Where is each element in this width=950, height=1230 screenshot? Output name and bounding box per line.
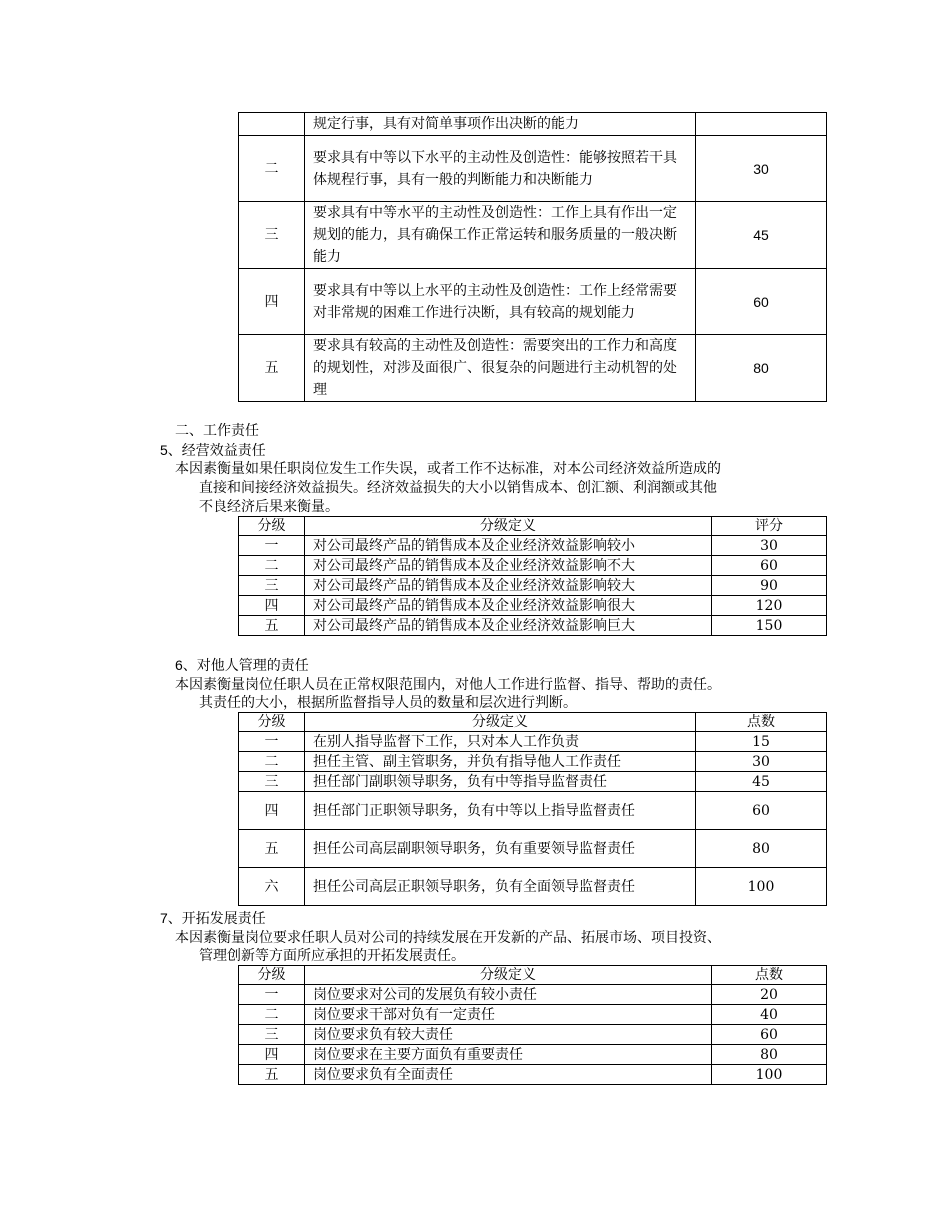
definition-cell: 规定行事，具有对简单事项作出决断的能力 — [305, 113, 696, 136]
table-row — [239, 732, 827, 752]
table-row — [239, 556, 827, 576]
section-heading: 二、工作责任 — [175, 423, 259, 439]
definition-cell: 对公司最终产品的销售成本及企业经济效益影响巨大 — [305, 616, 712, 636]
score-cell: 100 — [696, 868, 827, 906]
table-row — [239, 335, 827, 402]
definition-cell: 岗位要求在主要方面负有重要责任 — [305, 1045, 712, 1065]
grade-cell: 四 — [239, 269, 305, 335]
definition-cell: 对公司最终产品的销售成本及企业经济效益影响不大 — [305, 556, 712, 576]
item6-description-line: 本因素衡量岗位任职人员在正常权限范围内，对他人工作进行监督、指导、帮助的责任。 — [175, 677, 721, 693]
grade-cell: 四 — [239, 1045, 305, 1065]
score-cell: 60 — [712, 1025, 827, 1045]
score-cell: 60 — [696, 269, 827, 335]
table-row — [239, 985, 827, 1005]
grade-cell: 二 — [239, 1005, 305, 1025]
column-header: 评分 — [712, 517, 827, 536]
definition-cell: 担任主管、副主管职务，并负有指导他人工作责任 — [305, 752, 696, 772]
table-row — [239, 136, 827, 202]
grade-cell: 三 — [239, 1025, 305, 1045]
grade-cell: 二 — [239, 556, 305, 576]
item5-description-line: 直接和间接经济效益损失。经济效益损失的大小以销售成本、创汇额、利润额或其他 — [199, 480, 717, 496]
score-cell: 60 — [696, 792, 827, 830]
grade-cell: 一 — [239, 985, 305, 1005]
score-cell: 80 — [696, 335, 827, 402]
score-cell: 80 — [696, 830, 827, 868]
column-header: 点数 — [696, 713, 827, 732]
table-row — [239, 830, 827, 868]
score-cell: 45 — [696, 772, 827, 792]
grade-cell: 四 — [239, 792, 305, 830]
item-number: 7 — [160, 910, 168, 926]
column-header: 点数 — [712, 966, 827, 985]
grade-cell: 三 — [239, 202, 305, 269]
grade-cell: 六 — [239, 868, 305, 906]
column-header: 分级定义 — [305, 966, 712, 985]
definition-cell: 要求具有较高的主动性及创造性：需要突出的工作力和高度的规划性，对涉及面很广、很复杂的问题进行主动机智的处理 — [305, 335, 696, 402]
item-heading-5 — [160, 440, 266, 461]
definition-cell: 对公司最终产品的销售成本及企业经济效益影响较大 — [305, 576, 712, 596]
score-cell: 60 — [712, 556, 827, 576]
grade-cell: 五 — [239, 335, 305, 402]
score-cell: 80 — [712, 1045, 827, 1065]
table-row — [239, 1065, 827, 1085]
score-cell: 45 — [696, 202, 827, 269]
score-cell: 30 — [712, 536, 827, 556]
business-benefit-table — [238, 516, 827, 636]
score-cell: 20 — [712, 985, 827, 1005]
table-header-row — [239, 517, 827, 536]
table-row — [239, 269, 827, 335]
definition-cell: 在别人指导监督下工作，只对本人工作负责 — [305, 732, 696, 752]
score-cell — [696, 113, 827, 136]
score-cell: 30 — [696, 752, 827, 772]
score-cell: 100 — [712, 1065, 827, 1085]
item-title: 、开拓发展责任 — [167, 911, 266, 927]
column-header: 分级定义 — [305, 713, 696, 732]
item-number: 6 — [175, 657, 183, 673]
table-row — [239, 868, 827, 906]
item-heading-7 — [160, 908, 266, 929]
item5-description-line: 不良经济后果来衡量。 — [199, 499, 339, 515]
table-row — [239, 202, 827, 269]
table-row — [239, 752, 827, 772]
definition-cell: 要求具有中等水平的主动性及创造性：工作上具有作出一定规划的能力，具有确保工作正常运转和服务质量的一般决断能力 — [305, 202, 696, 269]
column-header: 分级 — [239, 713, 305, 732]
table-header-row — [239, 713, 827, 732]
definition-cell: 担任公司高层副职领导职务，负有重要领导监督责任 — [305, 830, 696, 868]
definition-cell: 要求具有中等以下水平的主动性及创造性：能够按照若干具体规程行事，具有一般的判断能力和决断能力 — [305, 136, 696, 202]
grade-cell: 四 — [239, 596, 305, 616]
score-cell: 40 — [712, 1005, 827, 1025]
item-heading-6 — [175, 655, 309, 676]
grade-cell: 五 — [239, 830, 305, 868]
grade-cell: 五 — [239, 616, 305, 636]
table-row — [239, 596, 827, 616]
table-header-row — [239, 966, 827, 985]
score-cell: 120 — [712, 596, 827, 616]
table-row — [239, 113, 827, 136]
definition-cell: 对公司最终产品的销售成本及企业经济效益影响较小 — [305, 536, 712, 556]
score-cell: 15 — [696, 732, 827, 752]
column-header: 分级 — [239, 966, 305, 985]
table-row — [239, 1005, 827, 1025]
column-header: 分级定义 — [305, 517, 712, 536]
table-row — [239, 772, 827, 792]
score-cell: 30 — [696, 136, 827, 202]
item5-description-line: 本因素衡量如果任职岗位发生工作失误，或者工作不达标准，对本公司经济效益所造成的 — [175, 461, 721, 477]
item7-description-line: 本因素衡量岗位要求任职人员对公司的持续发展在开发新的产品、拓展市场、项目投资、 — [175, 930, 721, 946]
definition-cell: 岗位要求对公司的发展负有较小责任 — [305, 985, 712, 1005]
item6-description-line: 其责任的大小，根据所监督指导人员的数量和层次进行判断。 — [199, 695, 577, 711]
score-cell: 90 — [712, 576, 827, 596]
development-responsibility-table — [238, 965, 827, 1085]
definition-cell: 担任部门副职领导职务，负有中等指导监督责任 — [305, 772, 696, 792]
table-row — [239, 792, 827, 830]
item7-description-line: 管理创新等方面所应承担的开拓发展责任。 — [199, 948, 465, 964]
grade-cell: 二 — [239, 752, 305, 772]
score-cell: 150 — [712, 616, 827, 636]
item-number: 5 — [160, 442, 168, 458]
item-title: 、对他人管理的责任 — [182, 658, 309, 674]
grade-cell: 一 — [239, 732, 305, 752]
grade-cell: 一 — [239, 536, 305, 556]
table-row — [239, 1025, 827, 1045]
grade-cell: 二 — [239, 136, 305, 202]
definition-cell: 担任公司高层正职领导职务，负有全面领导监督责任 — [305, 868, 696, 906]
table-row — [239, 1045, 827, 1065]
management-responsibility-table — [238, 712, 827, 906]
grade-cell — [239, 113, 305, 136]
definition-cell: 岗位要求干部对负有一定责任 — [305, 1005, 712, 1025]
column-header: 分级 — [239, 517, 305, 536]
definition-cell: 担任部门正职领导职务，负有中等以上指导监督责任 — [305, 792, 696, 830]
decision-ability-table — [238, 112, 827, 402]
definition-cell: 岗位要求负有全面责任 — [305, 1065, 712, 1085]
definition-cell: 对公司最终产品的销售成本及企业经济效益影响很大 — [305, 596, 712, 616]
definition-cell: 要求具有中等以上水平的主动性及创造性：工作上经常需要对非常规的困难工作进行决断，具有较高的规划能力 — [305, 269, 696, 335]
grade-cell: 三 — [239, 772, 305, 792]
grade-cell: 五 — [239, 1065, 305, 1085]
grade-cell: 三 — [239, 576, 305, 596]
item-title: 、经营效益责任 — [167, 443, 266, 459]
table-row — [239, 576, 827, 596]
table-row — [239, 536, 827, 556]
table-row — [239, 616, 827, 636]
definition-cell: 岗位要求负有较大责任 — [305, 1025, 712, 1045]
